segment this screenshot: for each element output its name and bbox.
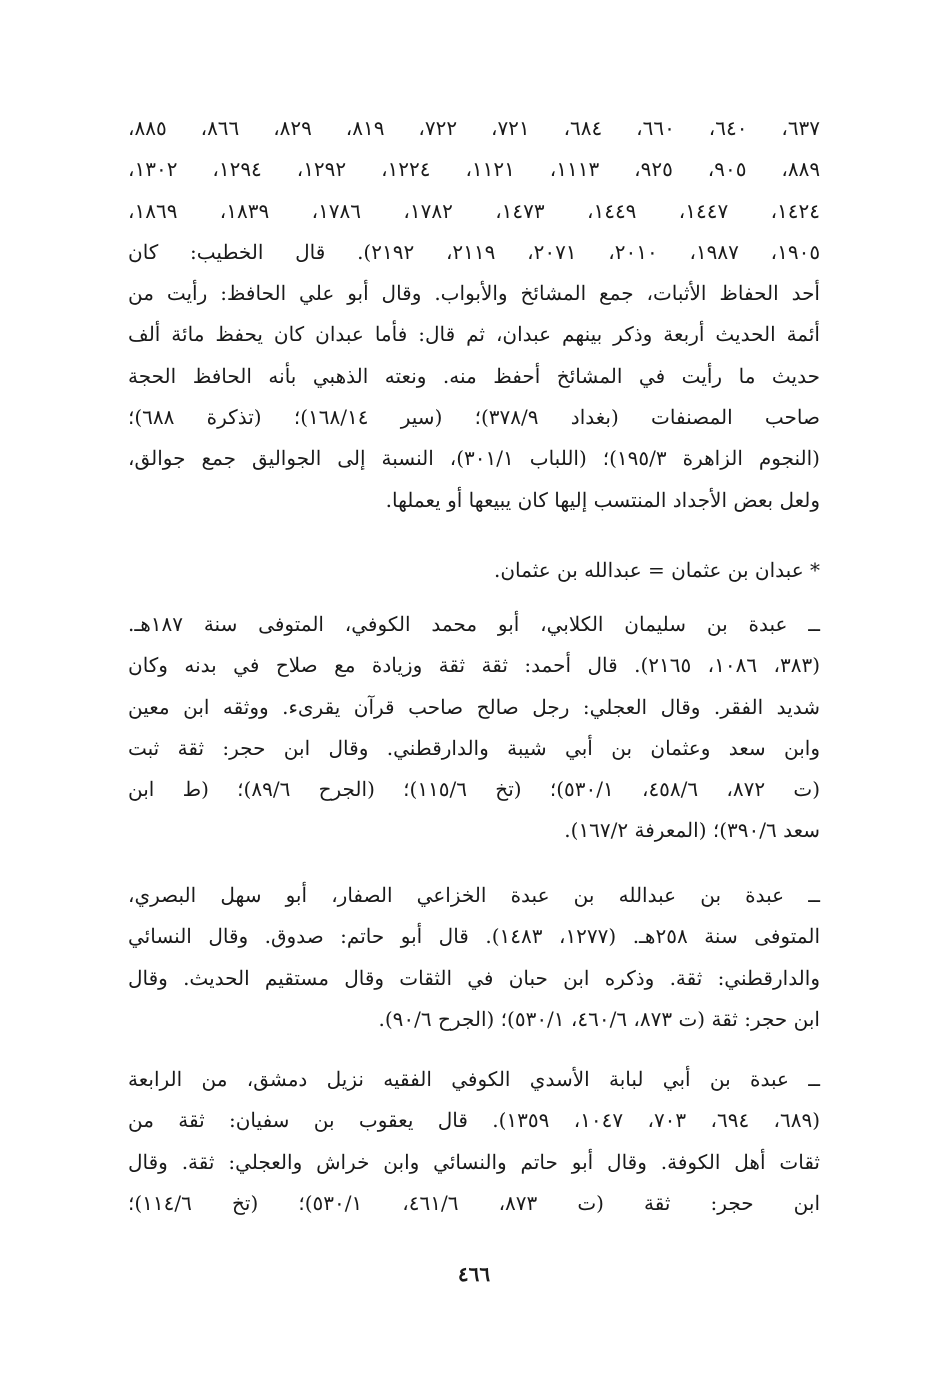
- entry-abda-bin-sulayman: [128, 604, 820, 852]
- text-line: شديد الفقر. وقال العجلي: رجل صالح صاحب قرآن يقرىء. ووثقه ابن معين: [128, 694, 820, 719]
- text-line: ولعل بعض الأجداد المنتسب إليها كان يبيعها أو يعملها.: [385, 487, 820, 512]
- text-line: (ت ٨٧٢، ٤٥٨/٦، ٥٣٠/١)؛ (تخ ١١٥/٦)؛ (الجرح ٨٩/٦)؛ (ط ابن: [128, 777, 821, 802]
- text-line: ١٤٢٤، ١٤٤٧، ١٤٤٩، ١٤٧٣، ١٧٨٢، ١٧٨٦، ١٨٣٩، ١٨٦٩،: [128, 198, 821, 223]
- text-line: (النجوم الزاهرة ١٩٥/٣)؛ (اللباب ٣٠١/١)، النسبة إلى الجواليق جمع جوالق،: [128, 446, 820, 471]
- text-line: ثقات أهل الكوفة. وقال أبو حاتم والنسائي وابن خراش والعجلي: ثقة. وقال: [128, 1149, 820, 1174]
- text-line: والدارقطني: ثقة. وذكره ابن حبان في الثقات وقال مستقيم الحديث. وقال: [128, 965, 820, 990]
- text-line: صاحب المصنفات (بغداد ٣٧٨/٩)؛ (سير ١٦٨/١٤)؛ (تذكرة ٦٨٨)؛: [128, 405, 821, 430]
- text-line: ٨٨٩، ٩٠٥، ٩٢٥، ١١١٣، ١١٢١، ١٢٢٤، ١٢٩٢، ١٢٩٤، ١٣٠٢،: [128, 157, 821, 182]
- page-number: ٤٦٦: [457, 1262, 491, 1286]
- text-line: سعد ٣٩٠/٦)؛ (المعرفة ١٦٧/٢).: [564, 818, 820, 843]
- paragraph-khatib-continuation: [128, 108, 820, 521]
- text-line: ١٩٠٥، ١٩٨٧، ٢٠١٠، ٢٠٧١، ٢١١٩، ٢١٩٢). قال الخطيب: كان: [128, 239, 821, 264]
- cross-reference-line: * عبدان بن عثمان = عبدالله بن عثمان.: [494, 558, 820, 582]
- entry-heading-line: ــ عبدة بن أبي لبابة الأسدي الكوفي الفقيه نزيل دمشق، من الرابعة: [128, 1067, 820, 1091]
- text-line: وابن سعد وعثمان بن أبي شيبة والدارقطني. وقال ابن حجر: ثقة ثبت: [128, 735, 820, 760]
- text-line: (٦٨٩، ٦٩٤، ٧٠٣، ١٠٤٧، ١٣٥٩). قال يعقوب بن سفيان: ثقة من: [128, 1108, 821, 1133]
- entry-heading-line: ــ عبدة بن سليمان الكلابي، أبو محمد الكوفي، المتوفى سنة ١٨٧هـ.: [128, 612, 820, 636]
- entry-abda-bin-abdullah: [128, 875, 820, 1040]
- text-line: المتوفى سنة ٢٥٨هـ. (١٢٧٧، ١٤٨٣). قال أبو حاتم: صدوق. وقال النسائي: [128, 924, 821, 949]
- entry-heading-line: ــ عبدة بن عبدالله بن عبدة الخزاعي الصفار، أبو سهل البصري،: [128, 883, 820, 907]
- paragraph-abdan-cross-reference: [128, 550, 820, 591]
- text-line: (٣٨٣، ١٠٨٦، ٢١٦٥). قال أحمد: ثقة ثقة وزيادة مع صلاح في بدنه وكان: [128, 653, 821, 678]
- text-line: ابن حجر: ثقة (ت ٨٧٣، ٤٦١/٦، ٥٣٠/١)؛ (تخ ١١٤/٦)؛: [128, 1190, 821, 1215]
- text-line: أحد الحفاظ الأثبات، جمع المشائخ والأبواب. وقال أبو علي الحافظ: رأيت من: [128, 281, 820, 306]
- text-line: حديث ما رأيت في المشائخ أحفظ منه. ونعته الذهبي بأنه الحافظ الحجة: [128, 363, 820, 388]
- text-line: ابن حجر: ثقة (ت ٨٧٣، ٤٦٠/٦، ٥٣٠/١)؛ (الجرح ٩٠/٦).: [378, 1006, 820, 1031]
- entry-abda-bin-abi-lubaba: [128, 1059, 820, 1224]
- text-line: ٦٣٧، ٦٤٠، ٦٦٠، ٦٨٤، ٧٢١، ٧٢٢، ٨١٩، ٨٢٩، ٨٦٦، ٨٨٥،: [128, 116, 821, 140]
- text-line: أئمة الحديث أربعة وذكر بينهم عبدان، ثم قال: فأما عبدان كان يحفظ مائة ألف: [128, 322, 820, 347]
